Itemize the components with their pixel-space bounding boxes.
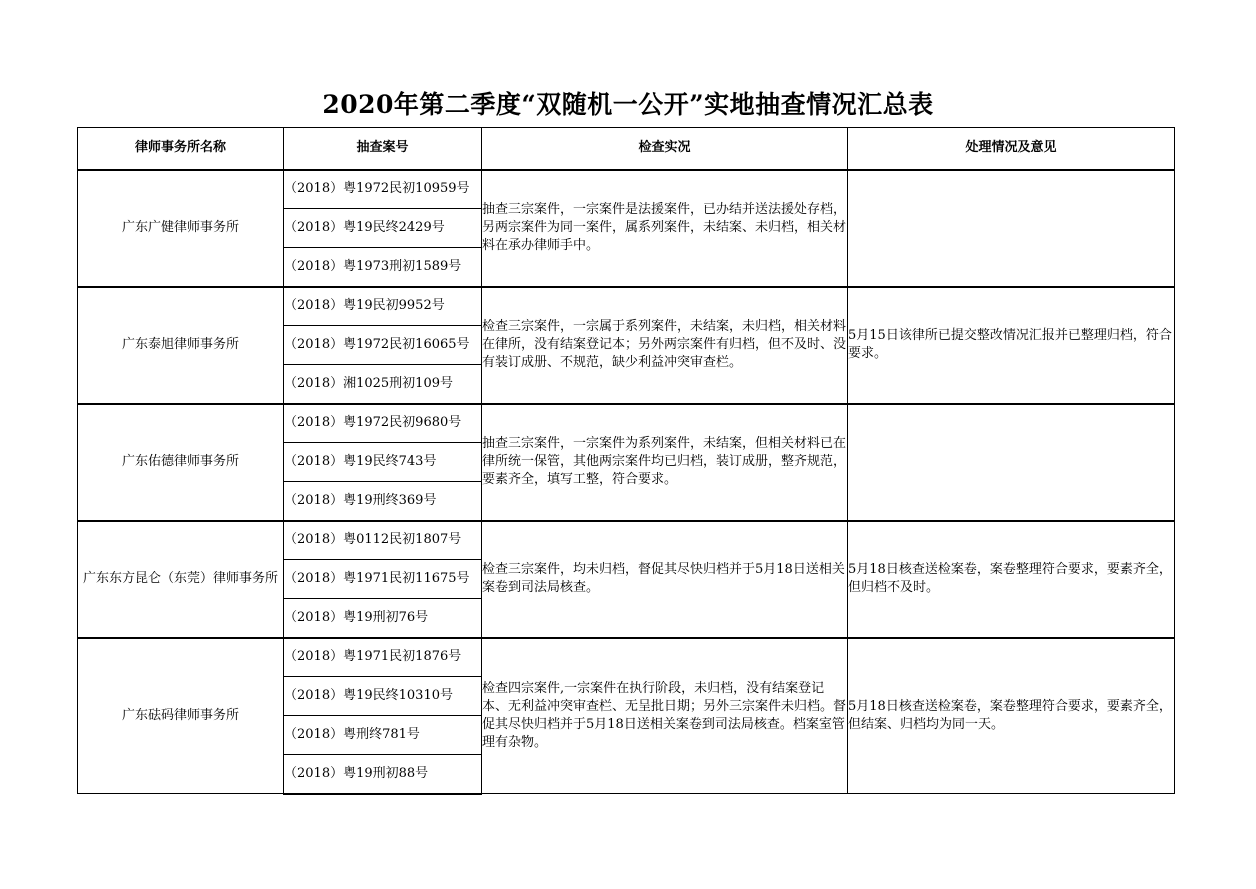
inspection-finding: 检查三宗案件，一宗属于系列案件，未结案，未归档，相关材料在律所，没有结案登记本；另外两宗案件有归档，但不及时、没有装订成册、不规范，缺少利益冲突审查栏。: [482, 287, 848, 404]
case-number: （2018）粤19民终743号: [284, 443, 482, 482]
handling-result: [848, 170, 1175, 287]
table-row: [78, 170, 1175, 209]
inspection-finding: 检查四宗案件,一宗案件在执行阶段，未归档，没有结案登记本、无利益冲突审查栏、无呈批日期；另外三宗案件未归档。督促其尽快归档并于5月18日送相关案卷到司法局核查。档案室管理有杂物。: [482, 638, 848, 794]
header-row: [78, 128, 1175, 170]
case-number: （2018）粤刑终781号: [284, 716, 482, 755]
case-number: （2018）粤19刑终369号: [284, 482, 482, 521]
header-handling: 处理情况及意见: [848, 128, 1175, 170]
case-number: （2018）粤1971民初1876号: [284, 638, 482, 677]
firm-name: 广东佑德律师事务所: [78, 404, 284, 521]
inspection-finding: 抽查三宗案件，一宗案件为系列案件，未结案，但相关材料已在律所统一保管，其他两宗案件均已归档，装订成册，整齐规范，要素齐全，填写工整，符合要求。: [482, 404, 848, 521]
handling-result: 5月18日核查送检案卷，案卷整理符合要求，要素齐全，但归档不及时。: [848, 521, 1175, 638]
table-row: [78, 638, 1175, 677]
table-row: [78, 404, 1175, 443]
header-firm: 律师事务所名称: [78, 128, 284, 170]
header-case-number: 抽查案号: [284, 128, 482, 170]
case-number: （2018）粤19刑初88号: [284, 755, 482, 794]
case-number: （2018）粤1971民初11675号: [284, 560, 482, 599]
case-number: （2018）粤19民初9952号: [284, 287, 482, 326]
handling-result: 5月15日该律所已提交整改情况汇报并已整理归档，符合要求。: [848, 287, 1175, 404]
handling-result: 5月18日核查送检案卷，案卷整理符合要求，要素齐全，但结案、归档均为同一天。: [848, 638, 1175, 794]
page-title: 2020年第二季度“双随机一公开”实地抽查情况汇总表: [322, 90, 934, 119]
inspection-finding: 检查三宗案件，均未归档，督促其尽快归档并于5月18日送相关案卷到司法局核查。: [482, 521, 848, 638]
case-number: （2018）粤19刑初76号: [284, 599, 482, 638]
firm-name: 广东广健律师事务所: [78, 170, 284, 287]
case-number: （2018）粤1973刑初1589号: [284, 248, 482, 287]
handling-result: [848, 404, 1175, 521]
summary-table: [77, 127, 1175, 795]
case-number: （2018）粤1972民初9680号: [284, 404, 482, 443]
firm-name: 广东东方昆仑（东莞）律师事务所: [78, 521, 284, 638]
table-row: [78, 521, 1175, 560]
case-number: （2018）粤1972民初16065号: [284, 326, 482, 365]
case-number: （2018）粤19民终10310号: [284, 677, 482, 716]
firm-name: 广东砝码律师事务所: [78, 638, 284, 794]
header-inspection: 检查实况: [482, 128, 848, 170]
case-number: （2018）粤0112民初1807号: [284, 521, 482, 560]
table-row: [78, 287, 1175, 326]
firm-name: 广东泰旭律师事务所: [78, 287, 284, 404]
inspection-finding: 抽查三宗案件，一宗案件是法援案件，已办结并送法援处存档，另两宗案件为同一案件，属系列案件，未结案、未归档，相关材料在承办律师手中。: [482, 170, 848, 287]
case-number: （2018）湘1025刑初109号: [284, 365, 482, 404]
case-number: （2018）粤1972民初10959号: [284, 170, 482, 209]
case-number: （2018）粤19民终2429号: [284, 209, 482, 248]
